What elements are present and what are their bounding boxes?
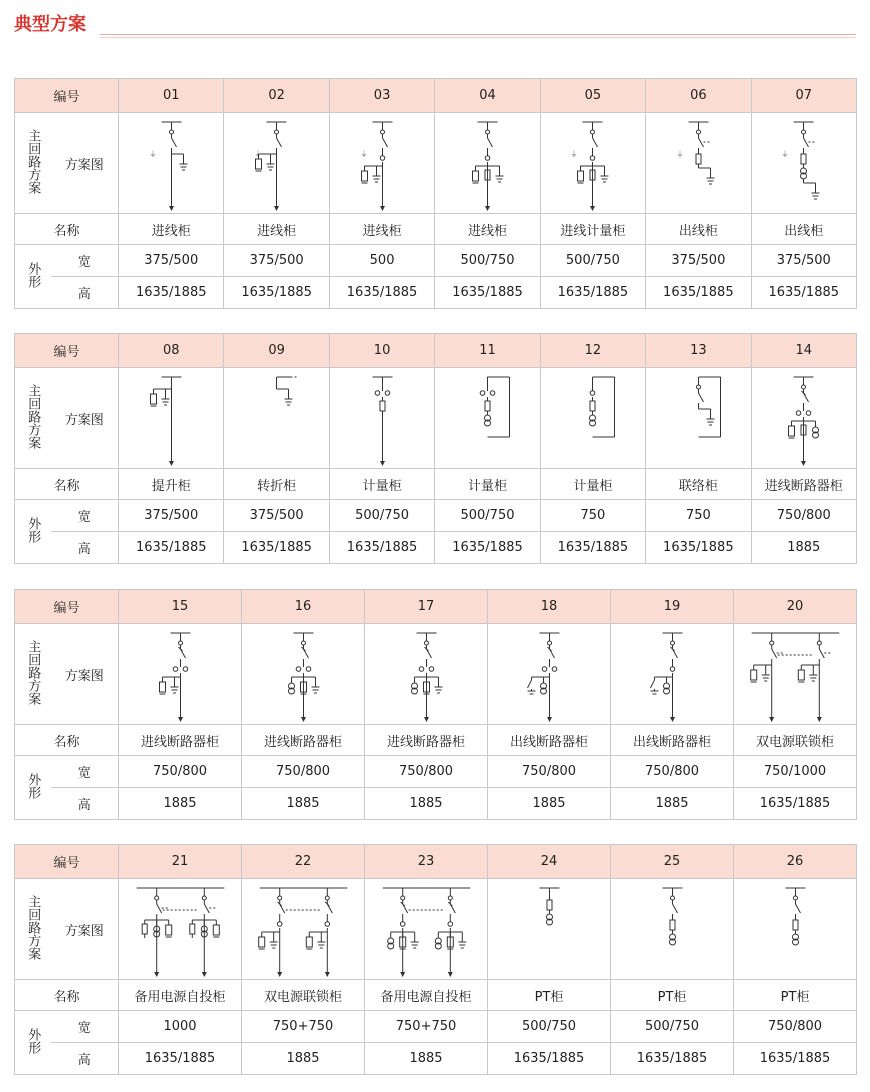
scheme-height: 1885 [365,788,488,820]
scheme-diagram [751,368,856,469]
scheme-name: 双电源联锁柜 [242,980,365,1011]
scheme-number: 18 [488,590,611,624]
scheme-width: 750 [540,500,645,532]
scheme-name: PT柜 [611,980,734,1011]
width-label: 宽 [51,1011,119,1043]
svg-text:⏚: ⏚ [254,150,262,158]
circuit-diagram [121,625,240,723]
scheme-name: 备用电源自投柜 [365,980,488,1011]
main-circuit-label [15,879,51,980]
height-label: 高 [51,788,119,820]
scheme-number: 15 [119,590,242,624]
svg-text:⏚: ⏚ [781,150,789,158]
scheme-number: 12 [540,334,645,368]
height-label: 高 [51,532,119,564]
scheme-number: 25 [611,845,734,879]
scheme-diagram [242,879,365,980]
scheme-diagram [646,113,751,214]
scheme-name: PT柜 [734,980,857,1011]
scheme-number: 07 [751,79,856,113]
scheme-height: 1635/1885 [734,788,857,820]
scheme-name: 进线柜 [329,214,434,245]
width-label: 宽 [51,500,119,532]
main-circuit-text: 主回路方案 [25,383,41,449]
scheme-width: 500/750 [611,1011,734,1043]
scheme-height: 1885 [242,1043,365,1075]
name-label: 名称 [15,469,119,500]
scheme-height: 1635/1885 [734,1043,857,1075]
scheme-height: 1885 [751,532,856,564]
svg-text:⏚: ⏚ [149,150,157,158]
circuit-diagram [332,369,433,467]
scheme-name: 联络柜 [646,469,751,500]
circuit-diagram [490,625,609,723]
shape-text: 外形 [25,772,41,799]
scheme-diagram [329,368,434,469]
scheme-number: 02 [224,79,329,113]
circuit-diagram [437,369,538,467]
scheme-width: 375/500 [646,245,751,277]
name-label: 名称 [15,725,119,756]
scheme-table-1 [14,78,857,309]
main-circuit-text: 主回路方案 [25,894,41,960]
scheme-height: 1885 [119,788,242,820]
diagram-label: 方案图 [51,879,119,980]
scheme-number: 17 [365,590,488,624]
circuit-diagram [367,880,486,978]
scheme-name: 备用电源自投柜 [119,980,242,1011]
diagram-label: 方案图 [51,368,119,469]
width-label: 宽 [51,245,119,277]
scheme-width: 500/750 [540,245,645,277]
scheme-height: 1635/1885 [540,532,645,564]
scheme-name: 进线柜 [435,214,540,245]
circuit-diagram [753,114,854,212]
scheme-width: 750/800 [751,500,856,532]
scheme-table-3 [14,589,857,820]
scheme-diagram [329,113,434,214]
circuit-diagram [736,625,855,723]
scheme-width: 750 [646,500,751,532]
scheme-number: 01 [119,79,224,113]
scheme-number: 13 [646,334,751,368]
scheme-diagram [611,624,734,725]
shape-label [15,1011,51,1075]
scheme-height: 1885 [611,788,734,820]
scheme-width: 500/750 [435,245,540,277]
scheme-height: 1635/1885 [488,1043,611,1075]
scheme-diagram [540,368,645,469]
scheme-width: 500/750 [329,500,434,532]
circuit-diagram [121,114,222,212]
circuit-diagram [437,114,538,212]
scheme-height: 1635/1885 [646,532,751,564]
scheme-table-4 [14,844,857,1075]
svg-text:⏚: ⏚ [570,150,578,158]
scheme-diagram [224,368,329,469]
scheme-width: 750/800 [365,756,488,788]
circuit-diagram [490,880,609,978]
scheme-name: 计量柜 [329,469,434,500]
scheme-number: 03 [329,79,434,113]
scheme-number: 11 [435,334,540,368]
scheme-diagram [365,879,488,980]
number-header: 编号 [15,590,119,624]
circuit-diagram [121,880,240,978]
circuit-diagram [753,369,854,467]
scheme-diagram [488,879,611,980]
scheme-name: 出线断路器柜 [488,725,611,756]
scheme-name: 进线断路器柜 [365,725,488,756]
scheme-name: 进线柜 [224,214,329,245]
circuit-diagram [648,114,749,212]
circuit-diagram [226,114,327,212]
scheme-height: 1635/1885 [119,277,224,309]
scheme-width: 375/500 [119,245,224,277]
scheme-diagram [540,113,645,214]
circuit-diagram [332,114,433,212]
scheme-height: 1635/1885 [329,532,434,564]
shape-text: 外形 [25,1027,41,1054]
scheme-diagram [435,368,540,469]
circuit-diagram [542,369,643,467]
scheme-number: 26 [734,845,857,879]
scheme-diagram [611,879,734,980]
scheme-diagram [119,879,242,980]
scheme-name: 计量柜 [540,469,645,500]
scheme-diagram [646,368,751,469]
scheme-number: 05 [540,79,645,113]
scheme-width: 750+750 [242,1011,365,1043]
scheme-height: 1635/1885 [119,532,224,564]
main-circuit-label [15,624,51,725]
scheme-width: 375/500 [224,500,329,532]
scheme-height: 1635/1885 [435,532,540,564]
scheme-name: 出线断路器柜 [611,725,734,756]
scheme-number: 20 [734,590,857,624]
scheme-number: 08 [119,334,224,368]
scheme-height: 1635/1885 [540,277,645,309]
number-header: 编号 [15,845,119,879]
scheme-number: 16 [242,590,365,624]
circuit-diagram [736,880,855,978]
svg-text:⏚: ⏚ [360,150,368,158]
scheme-width: 1000 [119,1011,242,1043]
width-label: 宽 [51,756,119,788]
scheme-width: 375/500 [119,500,224,532]
diagram-label: 方案图 [51,624,119,725]
scheme-name: 进线断路器柜 [242,725,365,756]
circuit-diagram [613,625,732,723]
scheme-width: 375/500 [224,245,329,277]
number-header: 编号 [15,334,119,368]
diagram-label: 方案图 [51,113,119,214]
scheme-height: 1885 [365,1043,488,1075]
main-circuit-text: 主回路方案 [25,128,41,194]
scheme-number: 06 [646,79,751,113]
svg-text:⏚: ⏚ [676,150,684,158]
circuit-diagram [226,369,327,467]
scheme-number: 09 [224,334,329,368]
scheme-diagram [365,624,488,725]
scheme-height: 1635/1885 [435,277,540,309]
circuit-diagram [121,369,222,467]
scheme-height: 1635/1885 [119,1043,242,1075]
shape-label [15,756,51,820]
scheme-width: 500/750 [488,1011,611,1043]
scheme-width: 750/800 [611,756,734,788]
scheme-diagram [751,113,856,214]
shape-label [15,245,51,309]
scheme-width: 750/800 [242,756,365,788]
shape-text: 外形 [25,261,41,288]
scheme-height: 1885 [488,788,611,820]
title-rule-secondary [100,37,856,38]
scheme-height: 1885 [242,788,365,820]
scheme-height: 1635/1885 [646,277,751,309]
scheme-name: 计量柜 [435,469,540,500]
main-circuit-label [15,113,51,214]
circuit-diagram [648,369,749,467]
main-circuit-label [15,368,51,469]
scheme-name: PT柜 [488,980,611,1011]
scheme-name: 进线断路器柜 [119,725,242,756]
shape-text: 外形 [25,516,41,543]
scheme-width: 500/750 [435,500,540,532]
scheme-diagram [734,624,857,725]
scheme-number: 21 [119,845,242,879]
scheme-diagram [224,113,329,214]
scheme-number: 04 [435,79,540,113]
height-label: 高 [51,1043,119,1075]
scheme-number: 19 [611,590,734,624]
scheme-number: 23 [365,845,488,879]
scheme-diagram [734,879,857,980]
scheme-width: 750/800 [734,1011,857,1043]
scheme-height: 1635/1885 [751,277,856,309]
scheme-diagram [119,113,224,214]
scheme-width: 750/800 [488,756,611,788]
scheme-name: 进线计量柜 [540,214,645,245]
circuit-diagram [542,114,643,212]
scheme-name: 进线断路器柜 [751,469,856,500]
scheme-name: 双电源联锁柜 [734,725,857,756]
scheme-table-2 [14,333,857,564]
height-label: 高 [51,277,119,309]
name-label: 名称 [15,980,119,1011]
scheme-diagram [242,624,365,725]
shape-label [15,500,51,564]
scheme-height: 1635/1885 [329,277,434,309]
scheme-name: 进线柜 [119,214,224,245]
scheme-number: 24 [488,845,611,879]
scheme-name: 出线柜 [751,214,856,245]
number-header: 编号 [15,79,119,113]
scheme-height: 1635/1885 [224,277,329,309]
scheme-number: 14 [751,334,856,368]
scheme-height: 1635/1885 [611,1043,734,1075]
title-rule [100,34,856,35]
scheme-number: 10 [329,334,434,368]
name-label: 名称 [15,214,119,245]
circuit-diagram [367,625,486,723]
scheme-name: 转折柜 [224,469,329,500]
scheme-diagram [119,368,224,469]
scheme-width: 375/500 [751,245,856,277]
circuit-diagram [613,880,732,978]
scheme-width: 750/800 [119,756,242,788]
scheme-height: 1635/1885 [224,532,329,564]
scheme-name: 提升柜 [119,469,224,500]
scheme-diagram [119,624,242,725]
main-circuit-text: 主回路方案 [25,639,41,705]
scheme-diagram [435,113,540,214]
scheme-width: 750+750 [365,1011,488,1043]
scheme-diagram [488,624,611,725]
circuit-diagram [244,625,363,723]
scheme-name: 出线柜 [646,214,751,245]
page-title: 典型方案 [14,14,86,35]
scheme-width: 500 [329,245,434,277]
scheme-number: 22 [242,845,365,879]
circuit-diagram [244,880,363,978]
scheme-width: 750/1000 [734,756,857,788]
